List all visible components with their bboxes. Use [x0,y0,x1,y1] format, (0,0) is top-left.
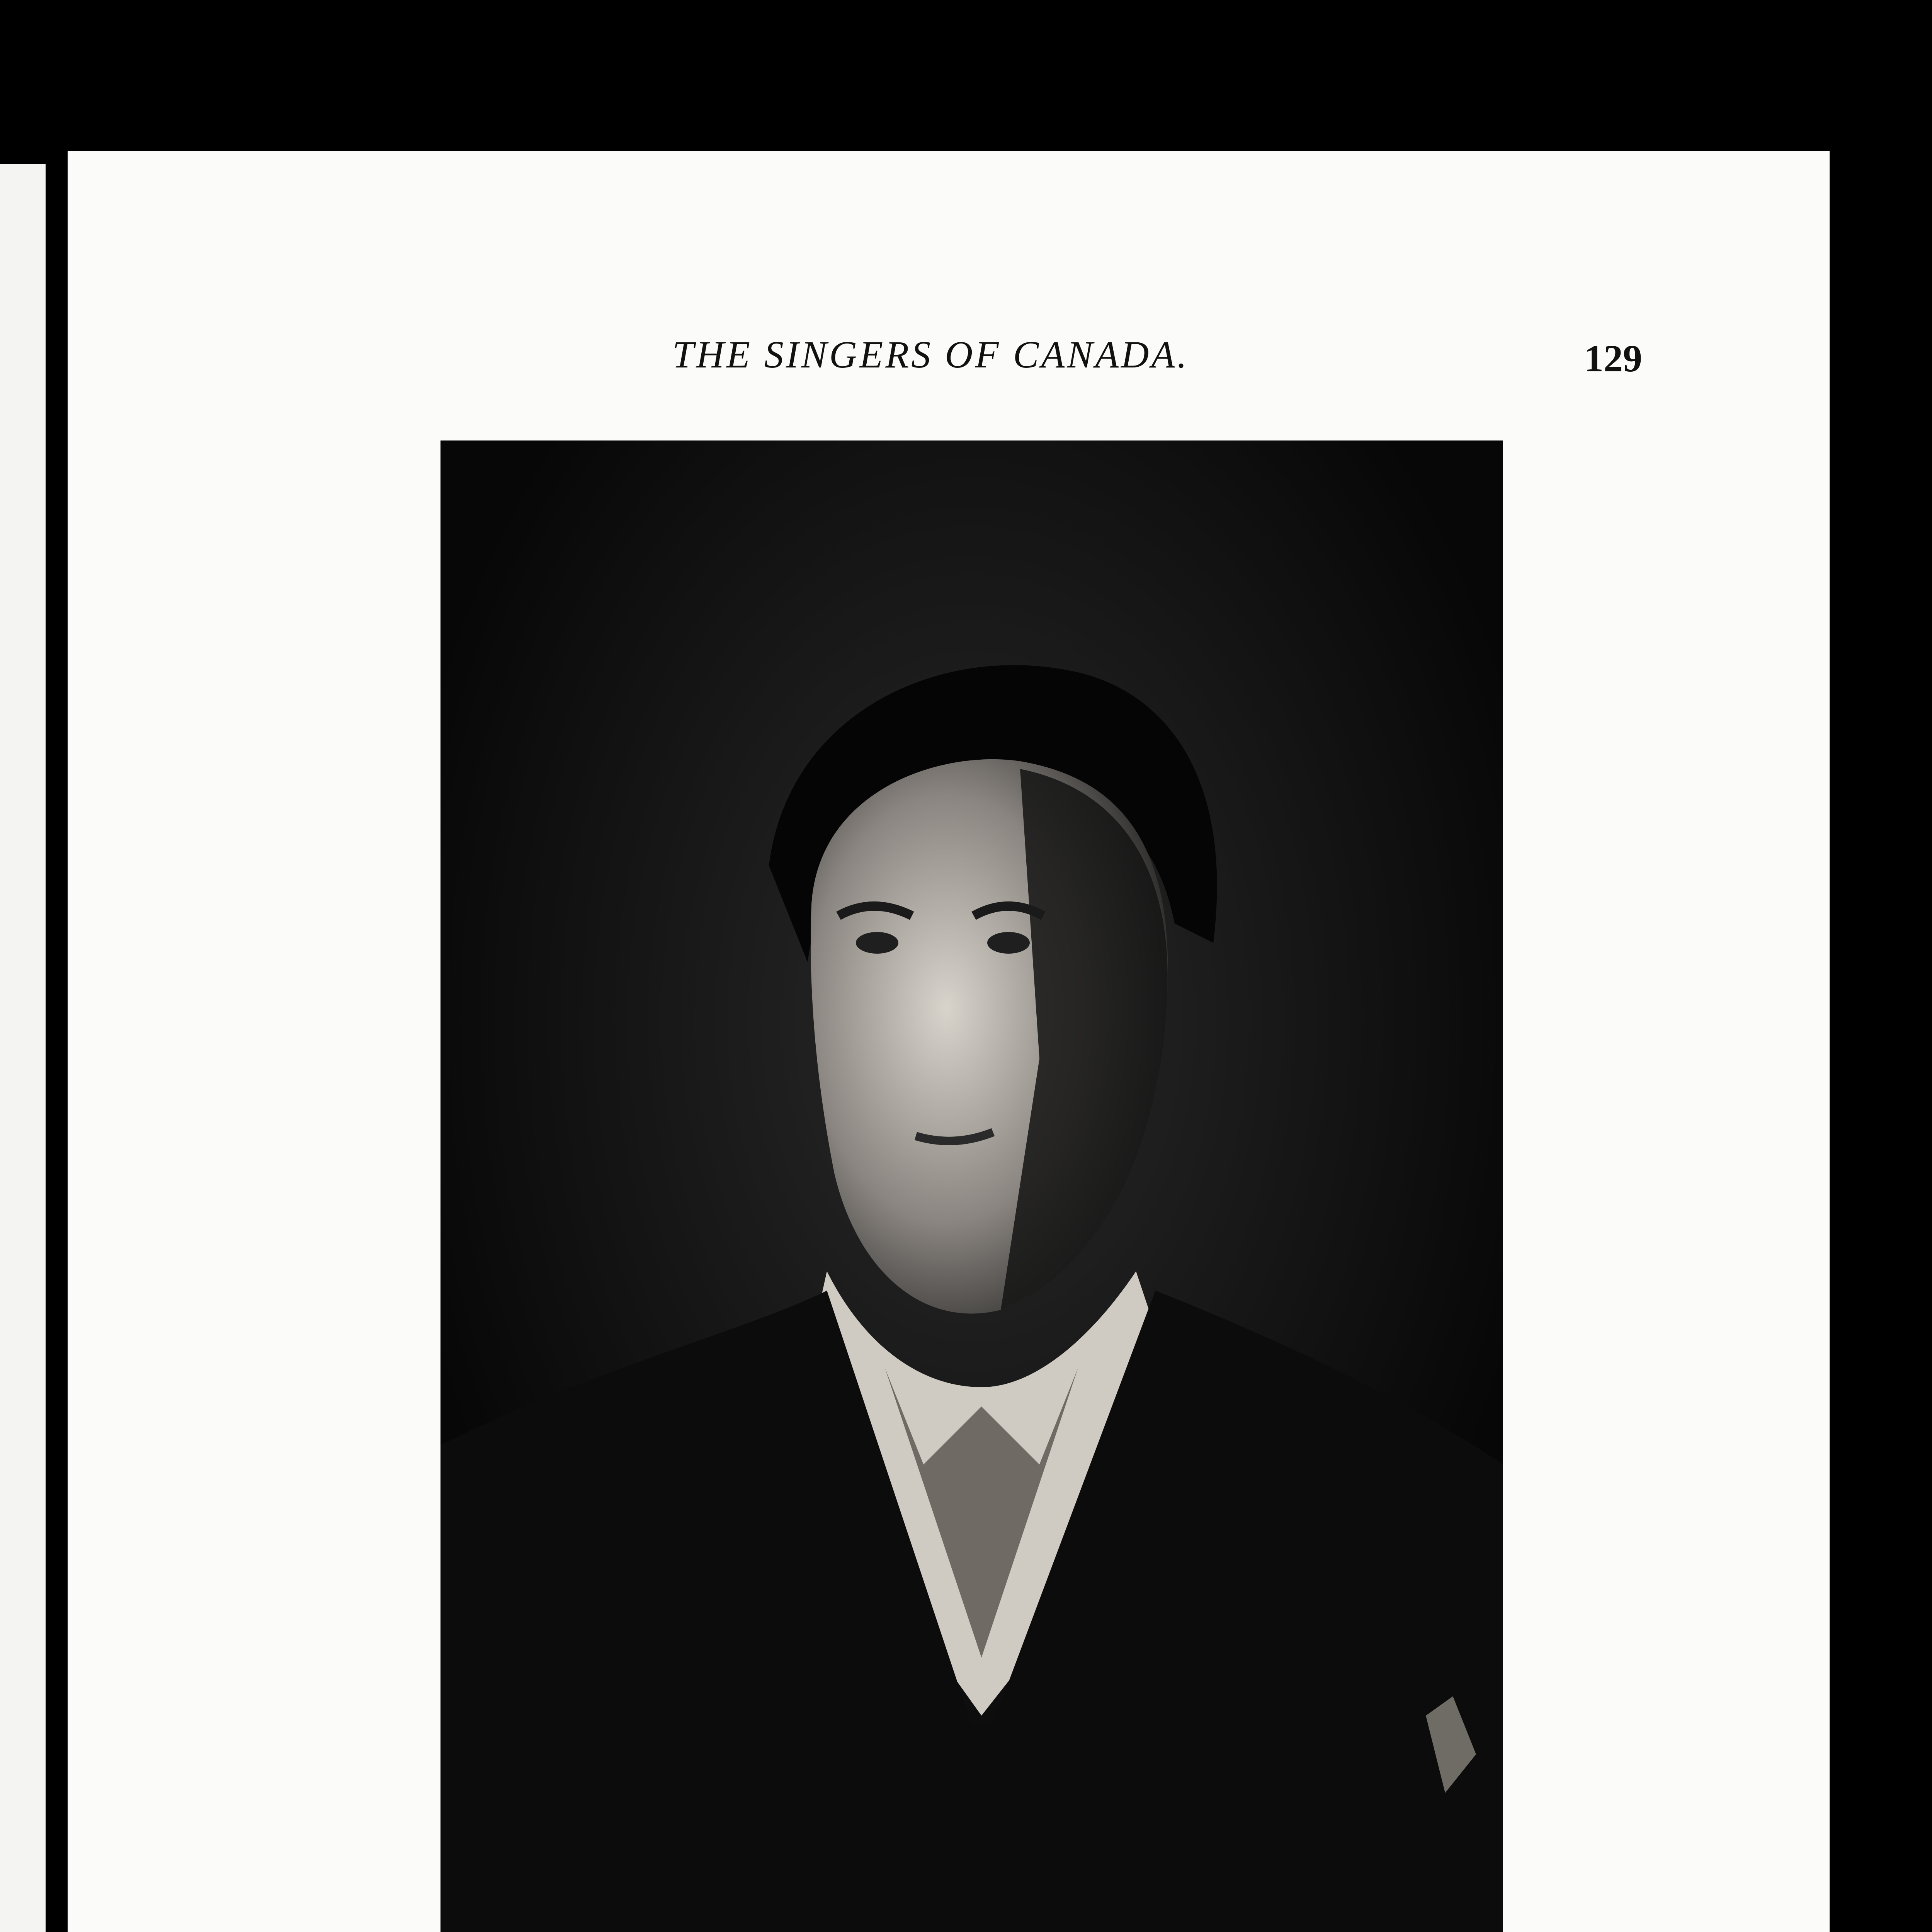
portrait-photograph [440,440,1503,1932]
page-number: 129 [1584,337,1642,380]
running-title: THE SINGERS OF CANADA. [672,333,1189,376]
portrait-image [440,440,1503,1932]
facing-page-edge [0,164,46,1932]
